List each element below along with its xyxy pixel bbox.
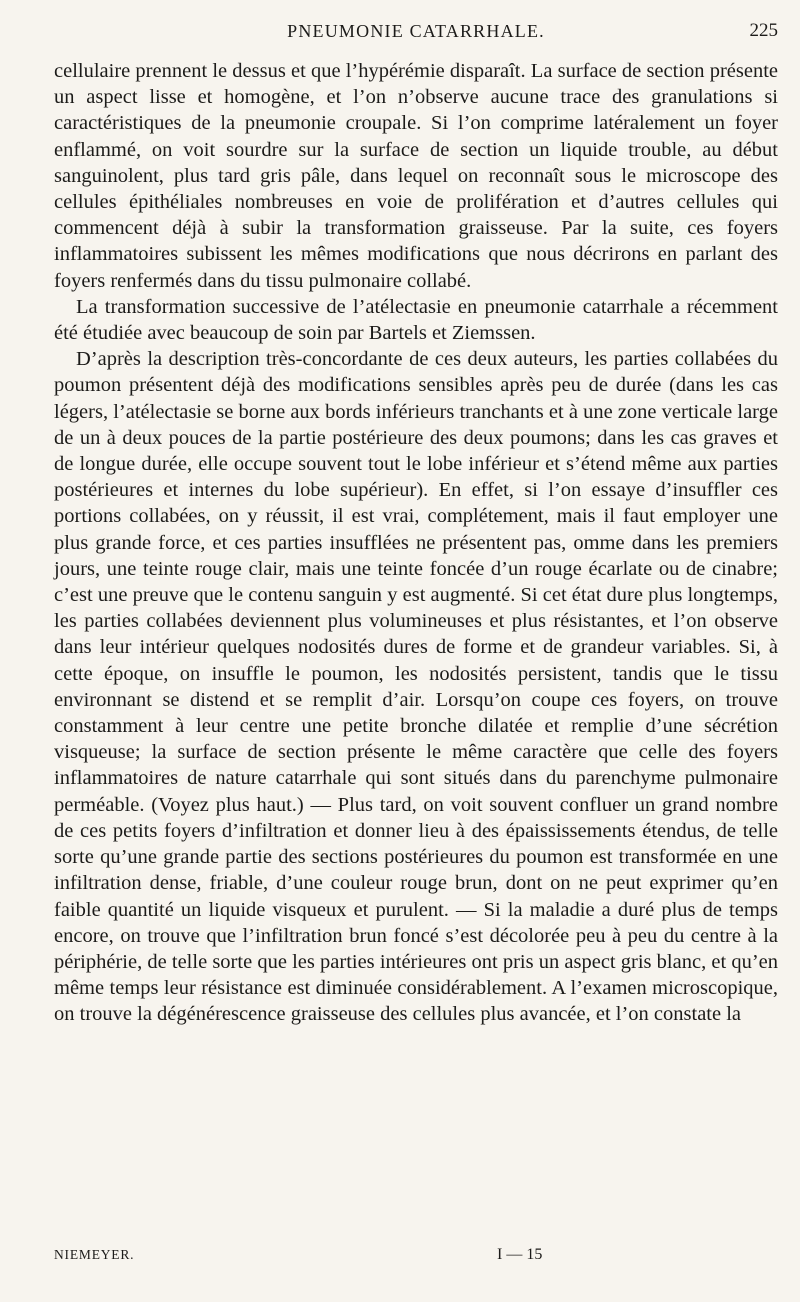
paragraph-bartels-ziemssen: La transformation successive de l’atélectasie en pneumonie catarrhale a récemment été étudiée avec beaucoup de soin par Bartels et Ziemssen. <box>54 295 778 345</box>
page-footer <box>54 1244 778 1266</box>
body-text <box>54 58 778 1028</box>
page-number: 225 <box>749 20 778 41</box>
sheet-mark: I — 15 <box>497 1246 543 1263</box>
running-title: PNEUMONIE CATARRHALE. <box>287 21 545 41</box>
paragraph-description: D’après la description très-concordante de ces deux auteurs, les parties collabées du poumon présentent déjà des modifications sensibles après peu de durée (dans les cas légers, l’atélectasie se borne aux bords inférieurs tranchants et à une zone verticale large de un à deux pouces de la partie postérieure des deux poumons; dans les cas graves et de longue durée, elle occupe souvent tout le lobe inférieur et s’étend même aux parties postérieures et internes du lobe supérieur). En effet, si l’on essaye d’insuffler ces portions collabées, on y réussit, il est vrai, complétement, mais il faut employer une plus grande force, et ces parties insufflées ne présentent pas, omme dans les premiers jours, une teinte rouge clair, mais une teinte foncée d’un rouge écarlate ou de cinabre; c’est une preuve que le contenu sanguin y est augmenté. Si cet état dure plus longtemps, les parties collabées deviennent plus volumineuses et plus résistantes, et l’on observe dans leur intérieur quelques nodosités dures de forme et de grandeur variables. Si, à cette époque, on insuffle le poumon, les nodosités persistent, tandis que le tissu environnant se distend et se remplit d’air. Lorsqu’on coupe ces foyers, on trouve constamment à leur centre une petite bronche dilatée et remplie d’une sécrétion visqueuse; la surface de section présente le même caractère que celle des foyers inflammatoires de nature catarrhale qui sont situés dans du parenchyme pulmonaire perméable. (Voyez plus haut.) — Plus tard, on voit souvent confluer un grand nombre de ces petits foyers d’infiltration et donner lieu à des épaississements étendus, de telle sorte qu’une grande partie des sections postérieures du poumon est transformée en une infiltration dense, friable, d’une couleur rouge brun, dont on ne peut exprimer qu’en faible quantité un liquide visqueux et purulent. — Si la maladie a duré plus de temps encore, on trouve que l’infiltration brun foncé s’est décolorée peu à peu du centre à la périphérie, de telle sorte que les parties intérieures ont pris un aspect gris blanc, et qu’en même temps leur résistance est diminuée considérablement. A l’examen microscopique, on trouve la dégénérescence graisseuse des cellules plus avancée, et l’on constate la <box>54 348 778 1026</box>
paragraph-continuation: cellulaire prennent le dessus et que l’hypérémie disparaît. La surface de section présente un aspect lisse et homogène, et l’on n’observe aucune trace des granulations si caractéristiques de la pneumonie croupale. Si l’on comprime latéralement un foyer enflammé, on voit sourdre sur la surface de section un liquide trouble, au début sanguinolent, plus tard gris pâle, dans lequel on reconnaît sous le microscope des cellules épithéliales nombreuses en voie de prolifération et d’autres cellules qui commencent déjà à subir la transformation graisseuse. Par la suite, ces foyers inflammatoires subissent les mêmes modifications que nous décrirons en parlant des foyers renfermés dans du tissu pulmonaire collabé. <box>54 60 778 292</box>
printer-signature: NIEMEYER. <box>54 1247 135 1262</box>
page-header <box>52 16 780 46</box>
